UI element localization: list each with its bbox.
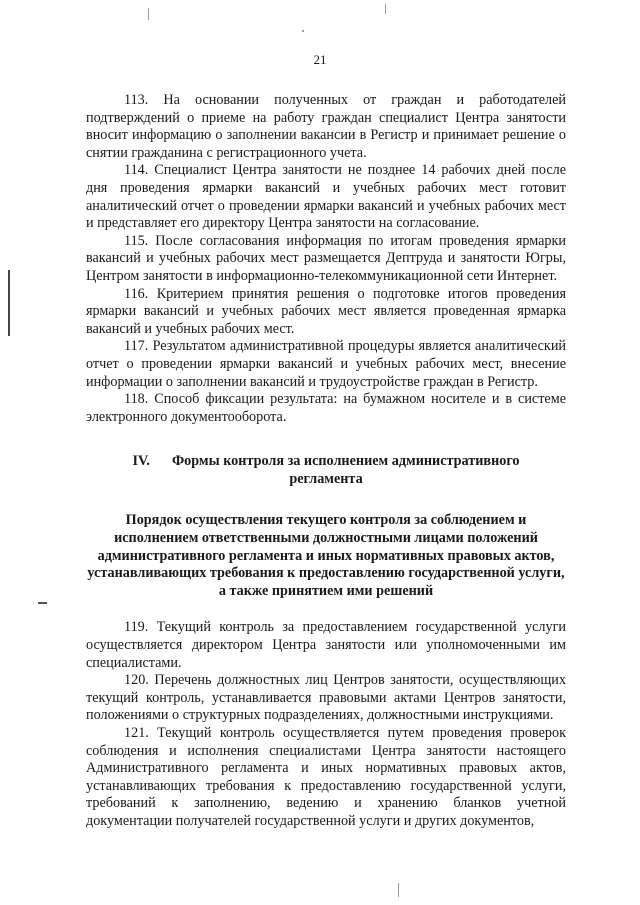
paragraph-117: 117. Результатом административной процедуры является аналитический отчет о проведении ярмарки вакансий и учебных рабочих мест, внесение информации о заполнении вакансий и трудоустройстве граждан в Регистр. xyxy=(86,338,566,390)
paragraph-116: 116. Критерием принятия решения о подготовке итогов проведения ярмарки вакансий и учебных рабочих мест является проведенная ярмарка вакансий и учебных рабочих мест. xyxy=(86,285,566,337)
subsection-heading: Порядок осуществления текущего контроля за соблюдением и исполнением ответственными должностными лицами положений административного регламента и иных нормативных правовых актов, устанавливающих требования к предоставлению государственной услуги, а также принятием ими решений xyxy=(87,512,565,599)
scan-margin-mark xyxy=(8,270,10,336)
page-number: 21 xyxy=(313,52,327,67)
paragraph-113: 113. На основании полученных от граждан и работодателей подтверждений о приеме на работу граждан специалист Центра занятости вносит информацию о заполнении вакансии в Регистр и принимает решение о снятии гражданина с регистрационного учета. xyxy=(86,92,566,161)
paragraph-114: 114. Специалист Центра занятости не позднее 14 рабочих дней после дня проведения ярмарки вакансий и учебных рабочих мест готовит аналитический отчет о проведении ярмарки вакансий и учебных рабочих мест и представляет его директору Центра занятости на согласование. xyxy=(86,162,566,232)
section-title: Формы контроля за исполнением административного регламента xyxy=(171,453,520,487)
scan-speck xyxy=(148,8,149,20)
section-heading xyxy=(86,453,566,488)
paragraph-121: 121. Текущий контроль осуществляется путем проведения проверок соблюдения и исполнения специалистами Центра занятости настоящего Административного регламента и иных нормативных правовых актов, устанавливающих требования к предоставлению государственной услуги, требований к заполнению, ведению и хранению бланков учетной документации получателей государственной услуги и других документов, xyxy=(86,725,566,829)
scan-speck xyxy=(398,883,399,897)
paragraph-119: 119. Текущий контроль за предоставлением государственной услуги осуществляется директором Центра занятости или уполномоченными им специалистами. xyxy=(86,619,566,671)
scan-speck xyxy=(302,30,304,32)
paragraph-115: 115. После согласования информация по итогам проведения ярмарки вакансий и учебных рабочих мест размещается Дептруда и занятости Югры, Центром занятости в информационно-телекоммуникационной сети Интернет. xyxy=(86,232,566,284)
paragraph-118: 118. Способ фиксации результата: на бумажном носителе и в системе электронного документооборота. xyxy=(86,391,566,425)
document-body xyxy=(86,92,566,831)
section-number: IV. xyxy=(132,453,150,470)
scan-dash-mark xyxy=(38,602,47,604)
paragraph-120: 120. Перечень должностных лиц Центров занятости, осуществляющих текущий контроль, устанавливается правовыми актами Центров занятости, положениями о структурных подразделениях, должностными инструкциями. xyxy=(86,672,566,724)
scan-speck xyxy=(385,4,386,14)
